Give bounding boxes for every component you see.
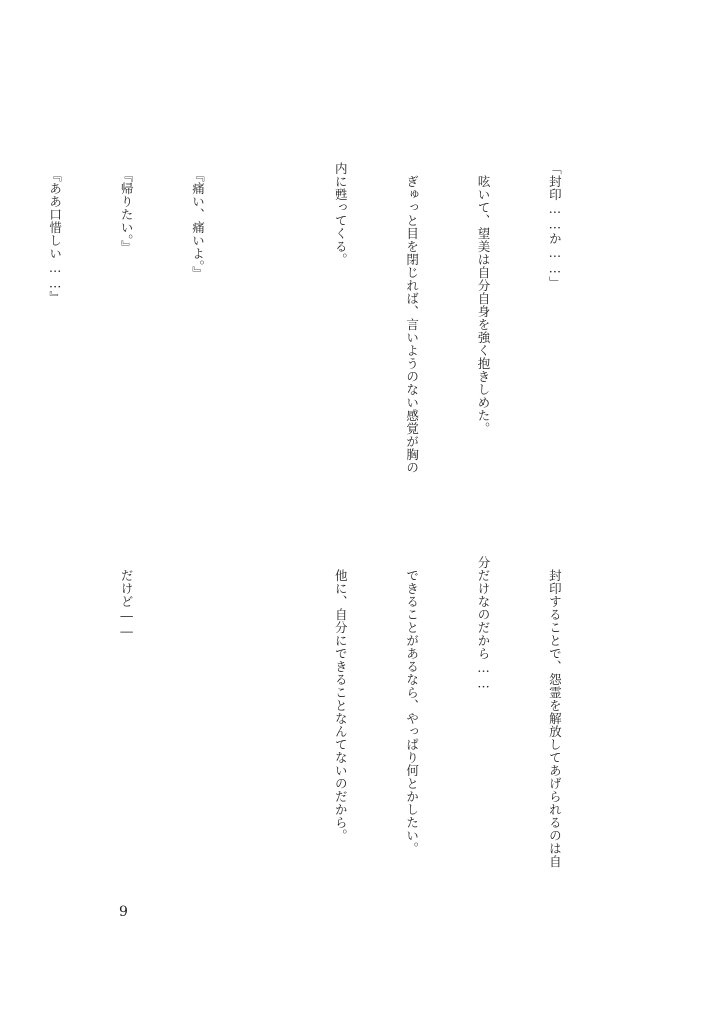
lower-text-block (119, 556, 614, 900)
blank-line (186, 556, 210, 900)
blank-line (257, 162, 281, 506)
text-line: できることがあるなら、やっぱり何とかしたい。 (404, 556, 420, 855)
text-line: 『帰りたい。』 (119, 162, 135, 254)
blank-line (257, 556, 281, 900)
text-line: 『ああ口惜しい……』 (47, 162, 63, 304)
text-line: だけど―― (119, 556, 135, 639)
text-line: 「封印……か……」 (547, 162, 563, 289)
text-line: 呟いて、望美は自分自身を強く抱きしめた。 (476, 162, 492, 435)
text-line: 分だけなのだから…… (476, 556, 492, 691)
text-line: 封印することで、怨霊を解放してあげられるのは自 (547, 556, 563, 868)
upper-text-block (47, 162, 614, 506)
text-line: 他に、自分にできることなんてないのだから。 (333, 556, 349, 842)
text-line: 内に甦ってくる。 (333, 162, 349, 266)
text-line: 『痛い、痛いよ。』 (190, 162, 206, 280)
blank-line (43, 556, 67, 900)
text-line: ぎゅっと目を閉じれば、言いようのない感覚が胸の (404, 162, 420, 474)
page-number: 9 (119, 904, 128, 920)
